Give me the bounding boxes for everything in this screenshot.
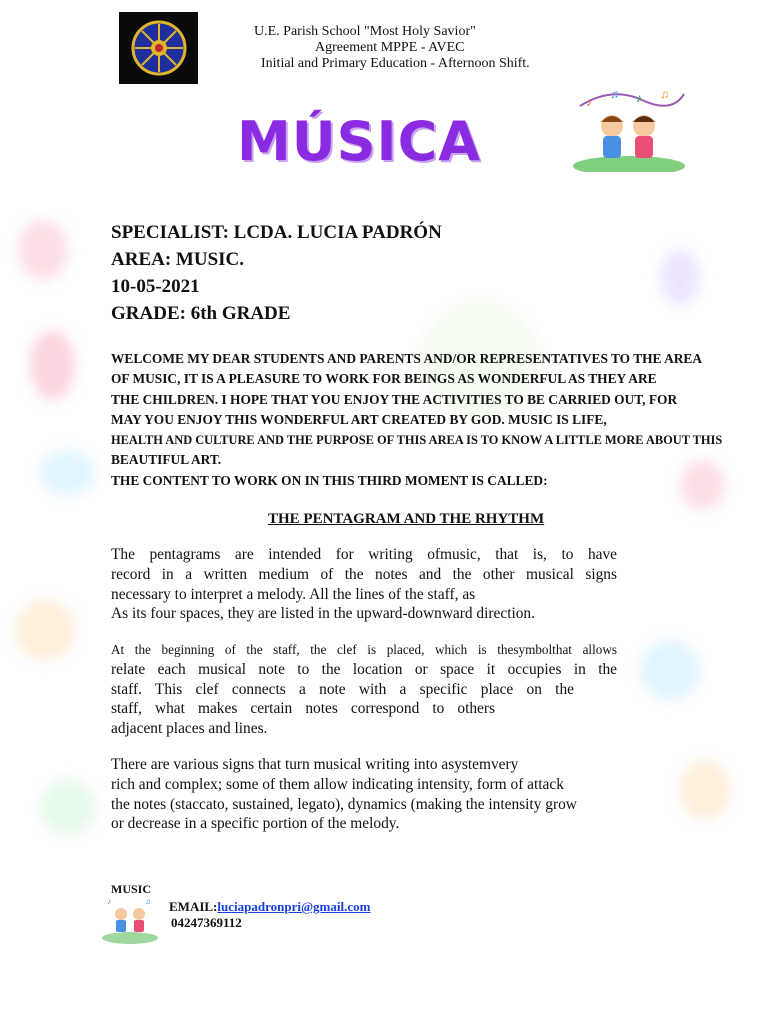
email-row <box>169 899 370 915</box>
svg-text:♪: ♪ <box>107 897 111 906</box>
paint-splash <box>18 220 68 280</box>
header-shift: Initial and Primary Education - Afternoon Shift. <box>261 56 530 71</box>
section-title: THE PENTAGRAM AND THE RHYTHM <box>268 511 545 527</box>
school-logo <box>119 12 198 84</box>
paragraph-line: There are various signs that turn musical writing into asystemvery <box>111 756 519 773</box>
paragraph-line: The pentagrams are intended for writing ofmusic, that is, to have <box>111 546 617 563</box>
paragraph-line: staff. This clef connects a note with a specific place on the <box>111 680 574 698</box>
paint-splash <box>30 330 75 400</box>
phone-number: 04247369112 <box>171 915 242 930</box>
specialist-line: SPECIALIST: LCDA. LUCIA PADRÓN <box>111 222 442 243</box>
welcome-message <box>111 349 767 491</box>
paint-splash <box>15 600 75 660</box>
welcome-line: THE CONTENT TO WORK ON IN THIS THIRD MOMENT IS CALLED: <box>111 472 548 488</box>
footer-children-illustration <box>101 894 159 944</box>
svg-text:♪: ♪ <box>636 91 642 105</box>
email-label: EMAIL: <box>169 899 218 914</box>
paragraph-line: or decrease in a specific portion of the melody. <box>111 815 400 833</box>
welcome-line: BEAUTIFUL ART. <box>111 452 222 468</box>
area-line: AREA: MUSIC. <box>111 249 244 270</box>
paint-splash <box>680 760 730 820</box>
welcome-line: THE CHILDREN. I HOPE THAT YOU ENJOY THE ACTIVITIES TO BE CARRIED OUT, FOR <box>111 391 678 407</box>
date-line: 10-05-2021 <box>111 276 200 297</box>
paragraph-line: As its four spaces, they are listed in the upward-downward direction. <box>111 605 535 623</box>
svg-text:♪: ♪ <box>586 95 592 109</box>
svg-text:♫: ♫ <box>610 87 619 101</box>
header-school: U.E. Parish School "Most Holy Savior" <box>254 24 476 39</box>
paint-splash <box>40 450 95 495</box>
welcome-line: MAY YOU ENJOY THIS WONDERFUL ART CREATED BY GOD. MUSIC IS LIFE, <box>111 411 607 427</box>
header-agreement: Agreement MPPE - AVEC <box>315 40 465 55</box>
paint-splash <box>640 640 700 700</box>
paragraph-line: At the beginning of the staff, the clef is placed, which is thesymbolthat allows <box>111 642 617 657</box>
paragraph-line: record in a written medium of the notes and the other musical signs <box>111 565 617 583</box>
children-music-illustration <box>572 86 686 172</box>
footer-music-label: MUSIC <box>111 882 152 896</box>
page-title: MÚSICA <box>237 110 481 173</box>
paragraph-pentagram <box>111 545 617 624</box>
paint-splash <box>40 780 95 835</box>
paragraph-line: the notes (staccato, sustained, legato), dynamics (making the intensity grow <box>111 795 577 813</box>
paint-splash <box>660 250 700 305</box>
welcome-line: OF MUSIC, IT IS A PLEASURE TO WORK FOR BEINGS AS WONDERFUL AS THEY ARE <box>111 371 657 387</box>
welcome-line: HEALTH AND CULTURE AND THE PURPOSE OF THIS AREA IS TO KNOW A LITTLE MORE ABOUT THIS <box>111 433 723 448</box>
welcome-line: WELCOME MY DEAR STUDENTS AND PARENTS AND/OR REPRESENTATIVES TO THE AREA <box>111 351 703 366</box>
paragraph-line: staff, what makes certain notes correspond to others <box>111 700 495 718</box>
grade-line: GRADE: 6th GRADE <box>111 303 291 324</box>
paragraph-line: relate each musical note to the location or space it occupies in the <box>111 660 617 678</box>
paragraph-line: rich and complex; some of them allow indicating intensity, form of attack <box>111 775 564 793</box>
svg-text:♫: ♫ <box>145 897 151 906</box>
svg-text:♫: ♫ <box>660 87 669 101</box>
paragraph-line: adjacent places and lines. <box>111 720 268 738</box>
paragraph-clef <box>111 640 617 739</box>
email-link[interactable]: luciapadronpri@gmail.com <box>217 899 371 914</box>
paragraph-signs <box>111 755 636 834</box>
paragraph-line: necessary to interpret a melody. All the lines of the staff, as <box>111 585 476 603</box>
